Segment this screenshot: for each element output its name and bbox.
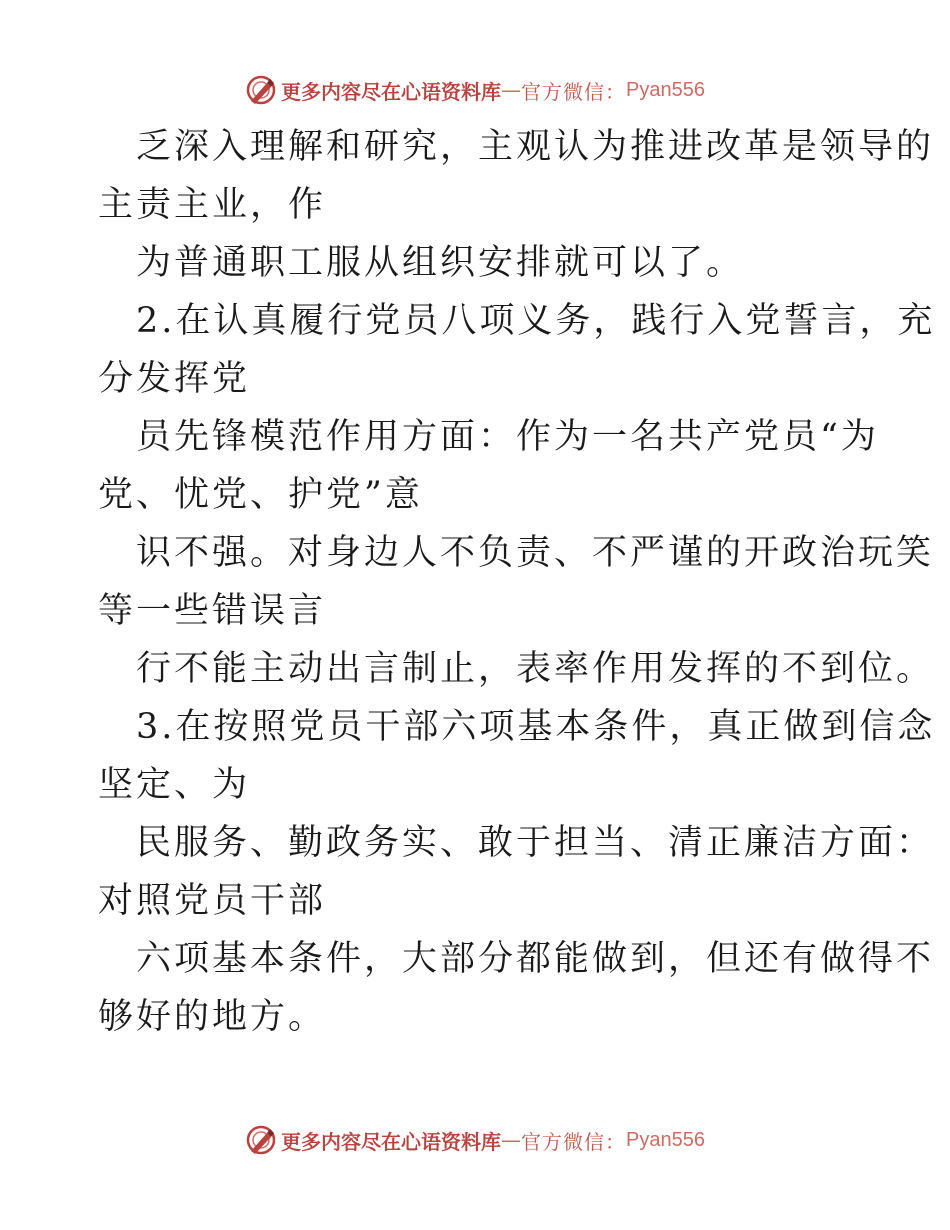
body-line: 行不能主动出言制止，表率作用发挥的不到位。 (136, 649, 935, 689)
banner-dash: — (501, 78, 522, 102)
body-line: 乏深入理解和研究，主观认为推进改革是领导的 (136, 127, 935, 167)
body-line: 识不强。对身边人不负责、不严谨的开政治玩笑 (136, 533, 935, 573)
document-body (98, 118, 936, 1046)
header-banner (0, 70, 950, 110)
body-line: 2.在认真履行党员八项义务，践行入党誓言，充 (136, 301, 936, 341)
banner-wechat-id: Pyan556 (626, 1128, 705, 1151)
body-line: 等一些错误言 (98, 591, 327, 631)
body-line: 六项基本条件，大部分都能做到，但还有做得不 (136, 939, 935, 979)
body-line: 党、忧党、护党”意 (98, 475, 423, 515)
pen-logo-icon (245, 1124, 277, 1156)
body-line: 够好的地方。 (98, 997, 327, 1037)
banner-text: 更多内容尽在心语资料库 (281, 1129, 502, 1154)
body-line: 分发挥党 (98, 359, 251, 399)
body-line: 3.在按照党员干部六项基本条件，真正做到信念 (136, 707, 936, 747)
body-line: 为普通职工服从组织安排就可以了。 (136, 243, 745, 283)
banner-wechat-id: Pyan556 (626, 78, 705, 101)
body-line: 员先锋模范作用方面：作为一名共产党员“为 (136, 417, 879, 457)
body-line: 对照党员干部 (98, 881, 327, 921)
pen-logo-icon (245, 74, 277, 106)
body-line: 民服务、勤政务实、敢于担当、清正廉洁方面： (136, 823, 935, 863)
banner-official-label: 官方微信： (521, 79, 627, 104)
banner-text: 更多内容尽在心语资料库 (281, 79, 502, 104)
banner-official-label: 官方微信： (521, 1129, 627, 1154)
body-line: 坚定、为 (98, 765, 251, 805)
footer-banner (0, 1120, 950, 1160)
body-line: 主责主业，作 (98, 185, 327, 225)
banner-dash: — (501, 1128, 522, 1152)
